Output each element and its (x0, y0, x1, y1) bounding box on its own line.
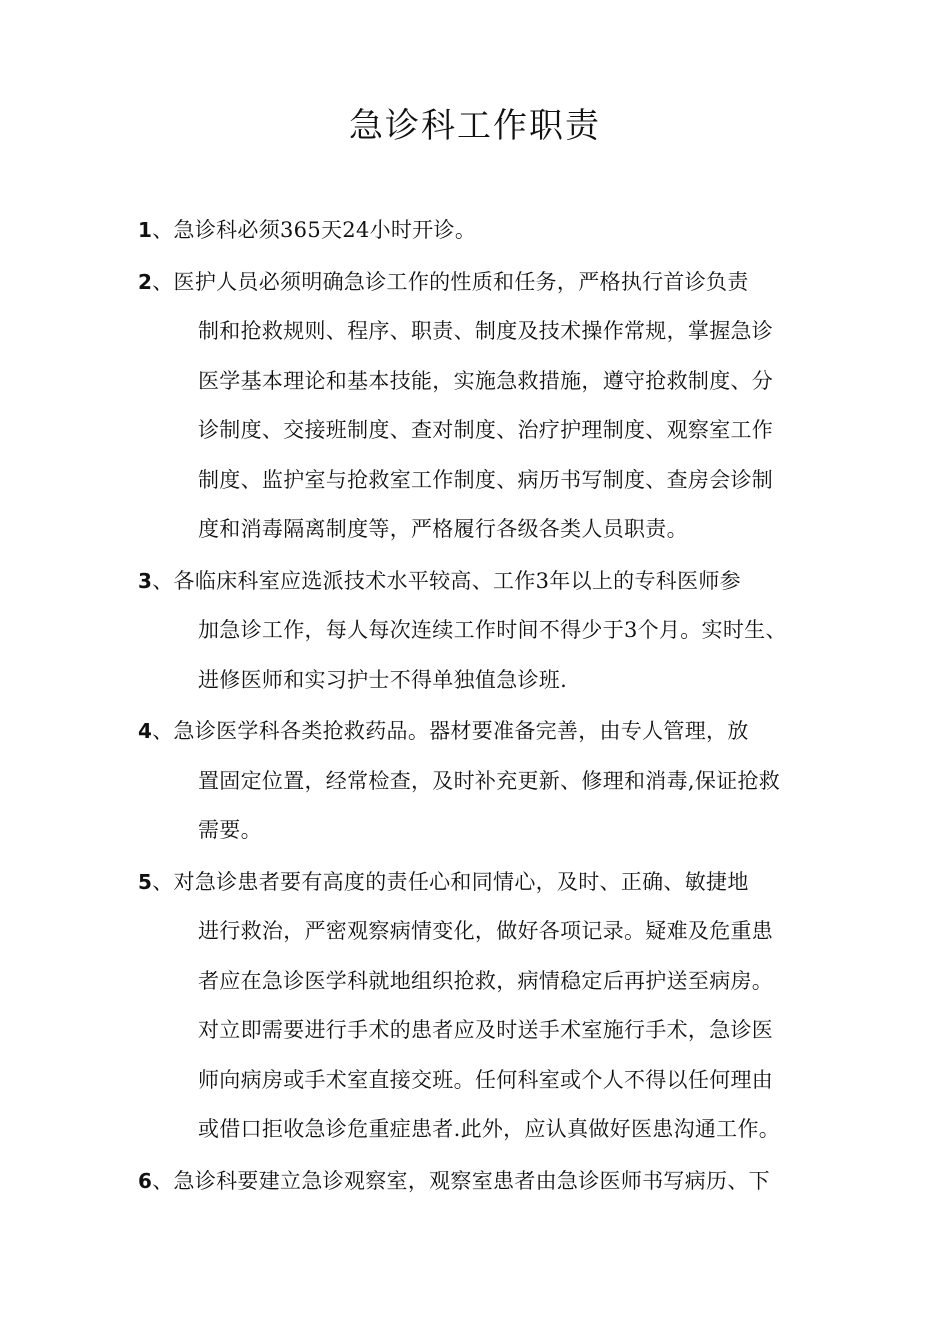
duty-item-continuation-line (138, 1006, 838, 1056)
duty-item-text: 制度、监护室与抢救室工作制度、病历书写制度、查房会诊制 (198, 467, 774, 492)
duty-item-text: 对立即需要进行手术的患者应及时送手术室施行手术，急诊医 (198, 1018, 774, 1042)
duty-item-text: 、急诊科要建立急诊观察室，观察室患者由急诊医师书写病历、下 (152, 1168, 770, 1193)
duty-item-text: 、急诊医学科各类抢救药品。器材要准备完善，由专人管理，放 (152, 719, 749, 743)
duty-item-number: 4 (138, 719, 153, 743)
duty-item-continuation-line (138, 1105, 838, 1155)
duty-item-text: 加急诊工作，每人每次连续工作时间不得少于3个月。实时生、 (198, 618, 787, 642)
duty-item-number: 3 (138, 568, 153, 593)
document-title: 急诊科工作职责 (349, 106, 601, 146)
duty-item-text: 需要。 (198, 818, 262, 842)
duty-item-text: 进行救治，严密观察病情变化，做好各项记录。疑难及危重患 (198, 919, 774, 943)
duty-item-text: 、各临床科室应选派技术水平较高、工作3年以上的专科医师参 (152, 568, 741, 593)
duty-item-text: 诊制度、交接班制度、查对制度、治疗护理制度、观察室工作 (198, 418, 774, 442)
duty-item-continuation-line (138, 656, 838, 706)
duty-item-text: 置固定位置，经常检查，及时补充更新、修理和消毒,保证抢救 (198, 768, 781, 793)
duty-item-text: 或借口拒收急诊危重症患者.此外，应认真做好医患沟通工作。 (198, 1117, 781, 1141)
duty-item-continuation-line (138, 606, 838, 656)
duty-item-number: 6 (138, 1168, 153, 1193)
duty-item-text: 、对急诊患者要有高度的责任心和同情心，及时、正确、敏捷地 (152, 869, 749, 894)
duty-item-text: 制和抢救规则、程序、职责、制度及技术操作常规，掌握急诊 (198, 319, 774, 343)
duty-item-text: 师向病房或手术室直接交班。任何科室或个人不得以任何理由 (198, 1067, 774, 1092)
duty-item-text: 、医护人员必须明确急诊工作的性质和任务，严格执行首诊负责 (152, 269, 749, 294)
duty-item-text: 、急诊科必须365天24小时开诊。 (152, 218, 477, 242)
duty-item (138, 707, 838, 856)
duty-item-continuation-line (138, 406, 838, 456)
duty-item-text: 进修医师和实习护士不得单独值急诊班. (198, 667, 568, 692)
duty-item-number: 2 (138, 269, 153, 294)
duty-item-continuation-line (138, 505, 838, 555)
duty-item-text: 度和消毒隔离制度等，严格履行各级各类人员职责。 (198, 517, 688, 541)
duty-item (138, 1157, 838, 1207)
duty-item-continuation-line (138, 357, 838, 407)
duty-item-text: 者应在急诊医学科就地组织抢救，病情稳定后再护送至病房。 (198, 968, 774, 993)
duty-item-first-line (138, 258, 838, 308)
duty-item (138, 258, 838, 555)
duty-item-continuation-line (138, 1056, 838, 1106)
duty-list (138, 206, 838, 1208)
duty-item-continuation-line (138, 307, 838, 357)
duty-item-continuation-line (138, 957, 838, 1007)
duty-item-first-line (138, 858, 838, 908)
duty-item-continuation-line (138, 907, 838, 957)
duty-item (138, 206, 838, 256)
duty-item-text: 医学基本理论和基本技能，实施急救措施，遵守抢救制度、分 (198, 368, 774, 393)
duty-item-number: 5 (138, 869, 153, 894)
duty-item-continuation-line (138, 456, 838, 506)
duty-item-continuation-line (138, 806, 838, 856)
duty-item-first-line (138, 707, 838, 757)
duty-item-first-line (138, 557, 838, 607)
duty-item-first-line (138, 1157, 838, 1207)
duty-item (138, 557, 838, 706)
duty-item-continuation-line (138, 757, 838, 807)
duty-item-number: 1 (138, 218, 153, 242)
duty-item (138, 858, 838, 1155)
duty-item-first-line (138, 206, 838, 256)
